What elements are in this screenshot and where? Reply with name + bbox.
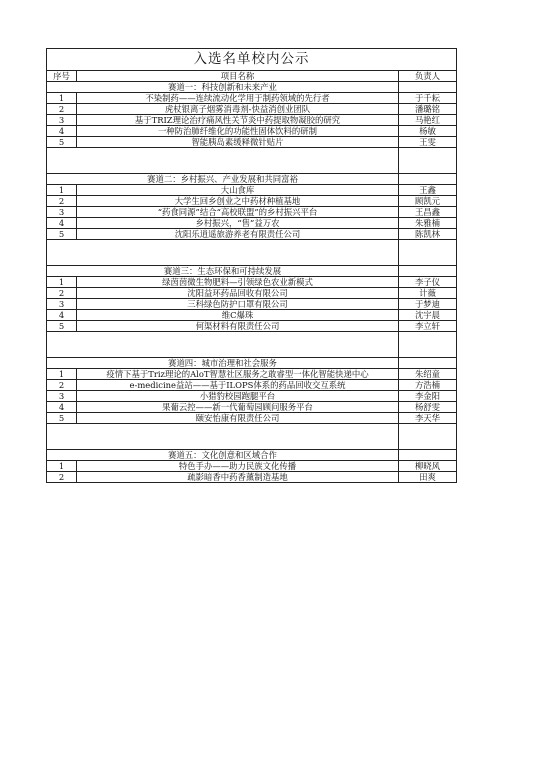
project-name: 小猎豹校园跑腿平台 <box>77 391 399 402</box>
owner-name: 沈宇晨 <box>399 310 457 321</box>
spacer-row <box>47 240 457 266</box>
row-number: 5 <box>47 137 77 148</box>
table-row <box>47 115 457 126</box>
project-name: “药食同源”结合“高校联盟”的乡村振兴平台 <box>77 207 399 218</box>
track-title: 赛道四：城市治理和社会服务 <box>47 358 399 369</box>
track-header-row <box>47 450 457 461</box>
table-row <box>47 229 457 240</box>
track-title: 赛道三：生态环保和可持续发展 <box>47 266 399 277</box>
track-header-row <box>47 82 457 93</box>
row-number: 4 <box>47 310 77 321</box>
row-number: 3 <box>47 299 77 310</box>
project-name: 维C爆珠 <box>77 310 399 321</box>
owner-name: 方浩楠 <box>399 380 457 391</box>
spacer-cell <box>399 332 457 358</box>
track-header-row <box>47 174 457 185</box>
owner-name: 王昌鑫 <box>399 207 457 218</box>
track-owner-blank <box>399 358 457 369</box>
project-name: 沈阳益环药品回收有限公司 <box>77 288 399 299</box>
title-row <box>47 49 457 71</box>
track-title: 赛道二：乡村振兴、产业发展和共同富裕 <box>47 174 399 185</box>
table-row <box>47 369 457 380</box>
spacer-cell <box>399 148 457 174</box>
row-number: 5 <box>47 413 77 424</box>
project-name: 特色手办——助力民族文化传播 <box>77 461 399 472</box>
track-title: 赛道一：科技创新和未来产业 <box>47 82 399 93</box>
project-name: 基于TRIZ理论治疗痛风性关节炎中药提取物凝胶的研究 <box>77 115 399 126</box>
row-number: 1 <box>47 369 77 380</box>
table-row <box>47 413 457 424</box>
project-name: 大学生回乡创业之中药材种植基地 <box>77 196 399 207</box>
owner-name: 朱绍童 <box>399 369 457 380</box>
project-name: 乡村振兴，“售”益万农 <box>77 218 399 229</box>
project-name: 虎杖银离子烟雾消毒剂-快益消创业团队 <box>77 104 399 115</box>
table-row <box>47 104 457 115</box>
project-name: 智能胰岛素缓释微针贴片 <box>77 137 399 148</box>
owner-name: 李子仪 <box>399 277 457 288</box>
row-number: 1 <box>47 185 77 196</box>
owner-name: 计薇 <box>399 288 457 299</box>
page-title: 入选名单校内公示 <box>47 49 457 71</box>
table-row <box>47 185 457 196</box>
table-row <box>47 93 457 104</box>
shortlist-sheet <box>46 48 456 483</box>
spacer-cell <box>47 148 399 174</box>
table-row <box>47 126 457 137</box>
project-name: 不染制药——连续流动化学用于制药领域的先行者 <box>77 93 399 104</box>
project-name: 果葡云控——新一代葡萄园顾问服务平台 <box>77 402 399 413</box>
row-number: 1 <box>47 461 77 472</box>
project-name: 疫情下基于Triz理论的AloT智慧社区服务之敢睿型一体化智能快递中心 <box>77 369 399 380</box>
table-row <box>47 207 457 218</box>
owner-name: 柳晓风 <box>399 461 457 472</box>
row-number: 2 <box>47 104 77 115</box>
owner-name: 杨敏 <box>399 126 457 137</box>
owner-name: 田爽 <box>399 472 457 483</box>
table-row <box>47 196 457 207</box>
spacer-cell <box>47 332 399 358</box>
row-number: 5 <box>47 229 77 240</box>
row-number: 4 <box>47 126 77 137</box>
table-row <box>47 218 457 229</box>
owner-name: 李天华 <box>399 413 457 424</box>
owner-name: 马艳红 <box>399 115 457 126</box>
track-owner-blank <box>399 450 457 461</box>
owner-name: 顾凯元 <box>399 196 457 207</box>
track-header-row <box>47 358 457 369</box>
table-row <box>47 380 457 391</box>
table-row <box>47 137 457 148</box>
spacer-row <box>47 424 457 450</box>
spacer-cell <box>399 424 457 450</box>
row-number: 3 <box>47 391 77 402</box>
track-owner-blank <box>399 174 457 185</box>
table-body <box>47 49 457 483</box>
project-name: 何渠材料有限责任公司 <box>77 321 399 332</box>
table-row <box>47 402 457 413</box>
table-row <box>47 277 457 288</box>
row-number: 1 <box>47 277 77 288</box>
row-number: 2 <box>47 380 77 391</box>
track-title: 赛道五：文化创意和区域合作 <box>47 450 399 461</box>
project-name: e-medicine益站——基于ILOPS体系的药品回收交互系统 <box>77 380 399 391</box>
table-row <box>47 321 457 332</box>
table-row <box>47 461 457 472</box>
owner-name: 李立轩 <box>399 321 457 332</box>
table-row <box>47 288 457 299</box>
project-name: 三科绿色防护口罩有限公司 <box>77 299 399 310</box>
project-name: 一种防治肺纤维化的功能性固体饮料的研制 <box>77 126 399 137</box>
header-row <box>47 71 457 82</box>
spacer-row <box>47 148 457 174</box>
spacer-cell <box>47 240 399 266</box>
row-number: 2 <box>47 196 77 207</box>
owner-name: 于千耘 <box>399 93 457 104</box>
row-number: 3 <box>47 207 77 218</box>
row-number: 1 <box>47 93 77 104</box>
spacer-cell <box>47 424 399 450</box>
track-owner-blank <box>399 266 457 277</box>
table-row <box>47 472 457 483</box>
table-row <box>47 391 457 402</box>
owner-name: 陈凯林 <box>399 229 457 240</box>
header-owner: 负责人 <box>399 71 457 82</box>
owner-name: 于梦迪 <box>399 299 457 310</box>
project-name: 绿茵茵微生物肥料—引领绿色农业新模式 <box>77 277 399 288</box>
row-number: 5 <box>47 321 77 332</box>
table-row <box>47 310 457 321</box>
header-no: 序号 <box>47 71 77 82</box>
shortlist-table <box>46 48 457 483</box>
project-name: 沈阳乐逍遥旅游养老有限责任公司 <box>77 229 399 240</box>
row-number: 2 <box>47 288 77 299</box>
row-number: 3 <box>47 115 77 126</box>
row-number: 2 <box>47 472 77 483</box>
header-name: 项目名称 <box>77 71 399 82</box>
project-name: 疏影暗香中药香薰制造基地 <box>77 472 399 483</box>
table-row <box>47 299 457 310</box>
spacer-cell <box>399 240 457 266</box>
row-number: 4 <box>47 402 77 413</box>
owner-name: 王雯 <box>399 137 457 148</box>
project-name: 颐安怡康有限责任公司 <box>77 413 399 424</box>
owner-name: 王鑫 <box>399 185 457 196</box>
track-header-row <box>47 266 457 277</box>
owner-name: 潘璐铭 <box>399 104 457 115</box>
owner-name: 朱雅楠 <box>399 218 457 229</box>
owner-name: 李金阳 <box>399 391 457 402</box>
project-name: 大山食库 <box>77 185 399 196</box>
row-number: 4 <box>47 218 77 229</box>
owner-name: 杨舒雯 <box>399 402 457 413</box>
spacer-row <box>47 332 457 358</box>
track-owner-blank <box>399 82 457 93</box>
